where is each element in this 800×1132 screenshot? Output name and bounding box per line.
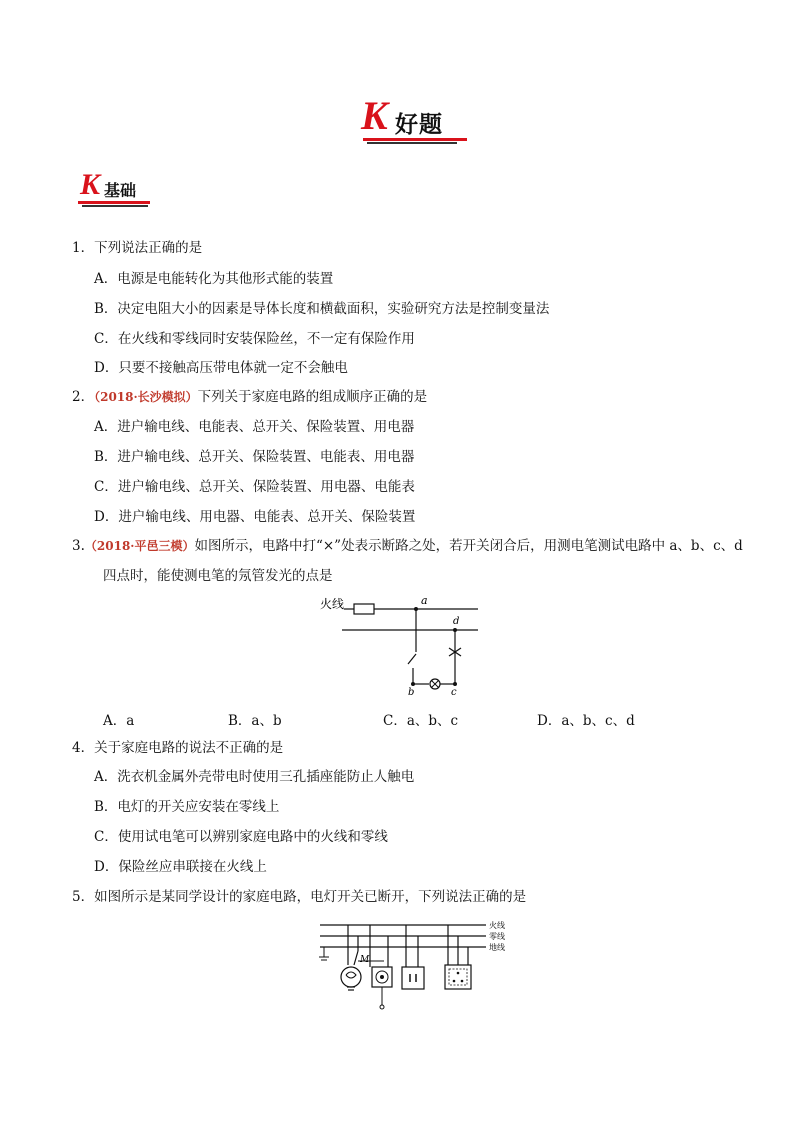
q3-stem-line1 <box>72 537 743 555</box>
q3-circuit-diagram <box>318 592 490 696</box>
q3-stem-line1-text: 如图所示，电路中打“×”处表示断路之处，若开关闭合后，用测电笔测试电路中 a、b、c、d <box>194 538 743 554</box>
q4-option-c: C．使用试电笔可以辨别家庭电路中的火线和零线 <box>94 829 388 845</box>
q2-option-d: D．进户输电线、用电器、电能表、总开关、保险装置 <box>94 509 416 525</box>
q3-point-a: a <box>421 594 428 607</box>
q5-stem: 5．如图所示是某同学设计的家庭电路，电灯开关已断开，下列说法正确的是 <box>72 889 527 905</box>
q4-stem: 4．关于家庭电路的说法不正确的是 <box>72 740 284 756</box>
section-underline-red <box>78 201 150 204</box>
q3-stem-line2: 四点时，能使测电笔的氖管发光的点是 <box>103 568 333 584</box>
q3-option-b: B．a、b <box>228 713 282 729</box>
title-underline-red <box>363 138 467 141</box>
q2-option-a: A．进户输电线、电能表、总开关、保险装置、用电器 <box>94 419 415 435</box>
q5-live-label: 火线 <box>489 921 505 930</box>
section-title: 基础 <box>104 181 137 200</box>
q3-option-a: A．a <box>103 713 135 729</box>
title-text: 好题 <box>395 111 443 138</box>
section-logo-letter: K <box>80 168 101 201</box>
section-heading <box>78 168 158 208</box>
q2-stem-line <box>72 388 427 406</box>
q5-lamp-icon <box>341 967 361 987</box>
q3-option-d: D．a、b、c、d <box>537 713 635 729</box>
q4-option-a: A．洗衣机金属外壳带电时使用三孔插座能防止人触电 <box>94 769 415 785</box>
q3-point-c: c <box>451 687 457 696</box>
q2-source: （2018·长沙模拟） <box>94 390 198 404</box>
q3-point-d: d <box>453 616 460 627</box>
q2-option-c: C．进户输电线、总开关、保险装置、用电器、电能表 <box>94 479 415 495</box>
q3-switch-icon <box>408 654 416 664</box>
q3-point-b: b <box>408 687 415 696</box>
q1-option-c: C．在火线和零线同时安装保险丝，不一定有保险作用 <box>94 331 415 347</box>
q3-source: （2018·平邑三模） <box>84 539 195 553</box>
q5-m-label: M <box>360 955 370 965</box>
q1-option-b: B．决定电阻大小的因素是导体长度和横截面积，实验研究方法是控制变量法 <box>94 301 550 317</box>
q5-two-hole-socket-icon <box>402 967 424 989</box>
q2-option-b: B．进户输电线、总开关、保险装置、电能表、用电器 <box>94 449 415 465</box>
q3-option-c: C．a、b、c <box>383 713 459 729</box>
q2-number: 2． <box>72 389 95 405</box>
q1-stem: 1．下列说法正确的是 <box>72 240 203 256</box>
q4-option-b: B．电灯的开关应安装在零线上 <box>94 799 280 815</box>
q5-ground-label: 地线 <box>489 943 505 952</box>
q3-number: 3. <box>72 538 85 554</box>
q5-circuit-diagram <box>318 915 518 1015</box>
q2-stem: 下列关于家庭电路的组成顺序正确的是 <box>197 389 428 405</box>
q5-neutral-label: 零线 <box>489 932 505 941</box>
q3-fuse-icon <box>354 604 374 614</box>
page-title <box>355 93 475 146</box>
q1-option-d: D．只要不接触高压带电体就一定不会触电 <box>94 360 348 376</box>
q1-option-a: A．电源是电能转化为其他形式能的装置 <box>94 271 334 287</box>
q4-option-d: D．保险丝应串联接在火线上 <box>94 859 267 875</box>
q3-live-label: 火线 <box>320 597 345 611</box>
title-logo-letter: K <box>361 93 388 138</box>
section-underline-dark <box>82 205 148 207</box>
title-underline-dark <box>367 142 457 144</box>
